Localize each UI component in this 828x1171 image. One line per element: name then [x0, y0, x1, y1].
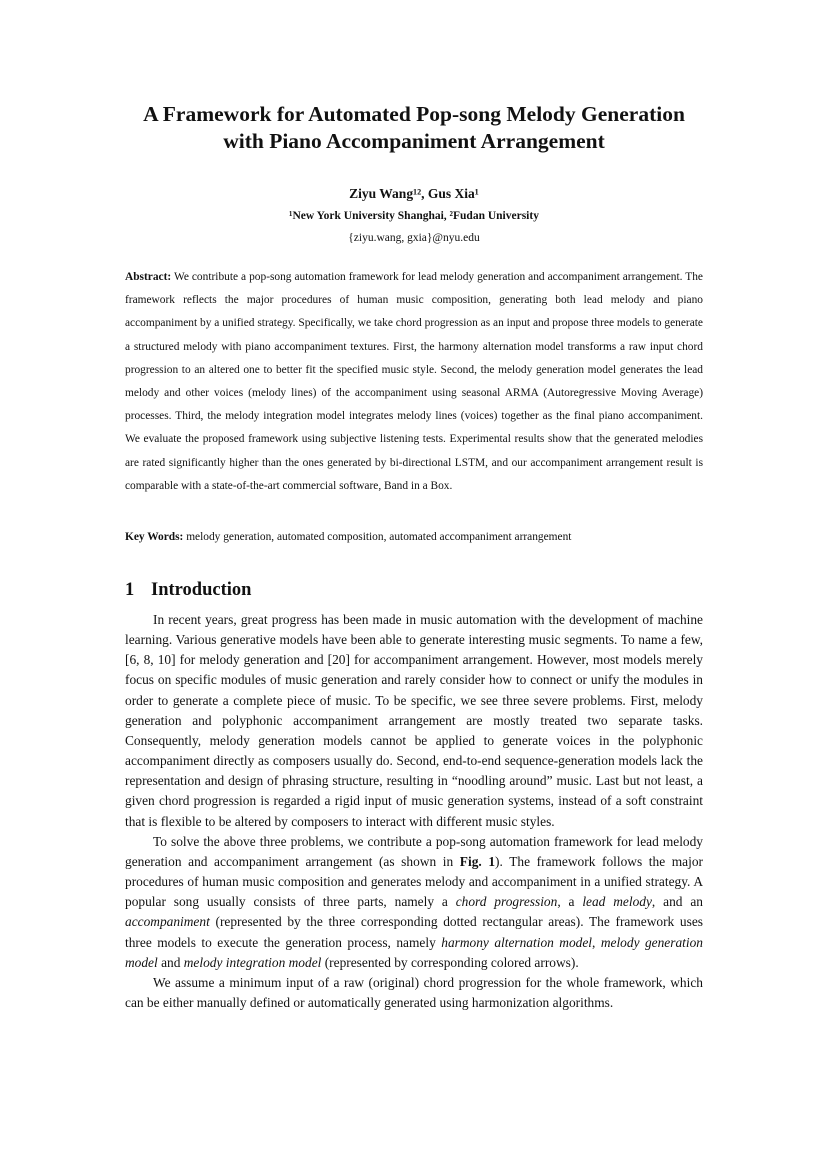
p2-text-d: , and an — [651, 894, 703, 910]
p2-text-f: , — [592, 934, 601, 950]
paragraph-2 — [125, 832, 703, 973]
section-title: Introduction — [151, 580, 252, 600]
paragraph-1: In recent years, great progress has been made in music automation with the development of machine learning. Various generative models have been able to generate interesting music segments. To name a few, [6, 8, 10] for melody generation and [20] for accompaniment arrangement. However, most models merely focus on specific modules of music generation and rarely consider how to connect or unify the modules in order to generate a complete piece of music. To be specific, we see three severe problems. First, melody generation and polyphonic accompaniment arrangement are mostly treated two separate tasks. Consequently, melody generation models cannot be applied to generate voices in the polyphonic accompaniment directly as composers usually do. Second, end-to-end sequence-generation models lack the representation and design of phrasing structure, resulting in “noodling around” music. Last but not least, a given chord progression is regarded a rigid input of music generation systems, instead of a soft constraint that is flexible to be altered by composers to interact with different music styles. — [125, 612, 703, 829]
section-heading-introduction — [125, 578, 251, 602]
term-harmony-alternation-model: harmony alternation model — [441, 934, 593, 950]
term-accompaniment: accompaniment — [125, 914, 210, 930]
keywords-text: melody generation, automated composition, automated accompaniment arrangement — [186, 531, 572, 543]
term-chord-progression: chord progression — [455, 894, 558, 910]
keywords — [125, 529, 703, 545]
authors: Ziyu Wang¹², Gus Xia¹ — [349, 186, 479, 201]
paragraph-3: We assume a minimum input of a raw (original) chord progression for the whole framework, which can be either manually defined or automatically generated using harmonization algorithms. — [125, 974, 703, 1010]
abstract-text: We contribute a pop-song automation framework for lead melody generation and accompaniment arrangement. The framework reflects the major procedures of human music composition, generating both lead melody and piano accompaniment by a unified strategy. Specifically, we take chord progression as an input and propose three models to generate a structured melody with piano accompaniment textures. First, the harmony alternation model transforms a raw input chord progression to an altered one to better fit the specified music style. Second, the melody generation model generates the lead melody and other voices (melody lines) of the accompaniment using seasonal ARMA (Autoregressive Moving Average) processes. Third, the melody integration model integrates melody lines (voices) together as the final piano accompaniment. We evaluate the proposed framework using subjective listening tests. Experimental results show that the generated melodies are rated significantly higher than the ones generated by bi-directional LSTM, and our accompaniment arrangement result is comparable with a state-of-the-art commercial software, Band in a Box. — [125, 271, 703, 492]
author-email: {ziyu.wang, gxia}@nyu.edu — [348, 232, 480, 244]
p2-text-a: To solve the above three problems, we contribute a pop-song automation framework for lead melody generation and accompaniment arrangement (as shown in — [125, 833, 703, 869]
title-line-2: with Piano Accompaniment Arrangement — [223, 129, 605, 153]
section-number: 1 — [125, 580, 135, 600]
title-line-1: A Framework for Automated Pop-song Melody Generation — [143, 102, 685, 126]
abstract — [125, 266, 703, 498]
section-body — [125, 610, 703, 1013]
term-melody-generation-model: melody generation model — [125, 934, 703, 970]
term-lead-melody: lead melody — [582, 894, 652, 910]
p2-text-g: and — [157, 954, 184, 970]
p2-text-c: , a — [557, 894, 583, 910]
p2-text-h: (represented by corresponding colored arrows). — [321, 954, 579, 970]
term-melody-integration-model: melody integration model — [183, 954, 322, 970]
p2-text-e: (represented by the three corresponding dotted rectangular areas). The framework uses three models to execute the generation process, namely — [125, 914, 703, 950]
figure-reference: Fig. 1 — [459, 853, 496, 869]
p2-text-b: ). The framework follows the major procedures of human music composition and generates melody and accompaniment in a unified strategy. A popular song usually consists of three parts, namely a — [125, 853, 703, 910]
abstract-label: Abstract: — [125, 271, 172, 283]
paper-title — [60, 101, 768, 155]
affiliations: ¹New York University Shanghai, ²Fudan University — [289, 210, 539, 222]
keywords-label: Key Words: — [125, 531, 184, 543]
